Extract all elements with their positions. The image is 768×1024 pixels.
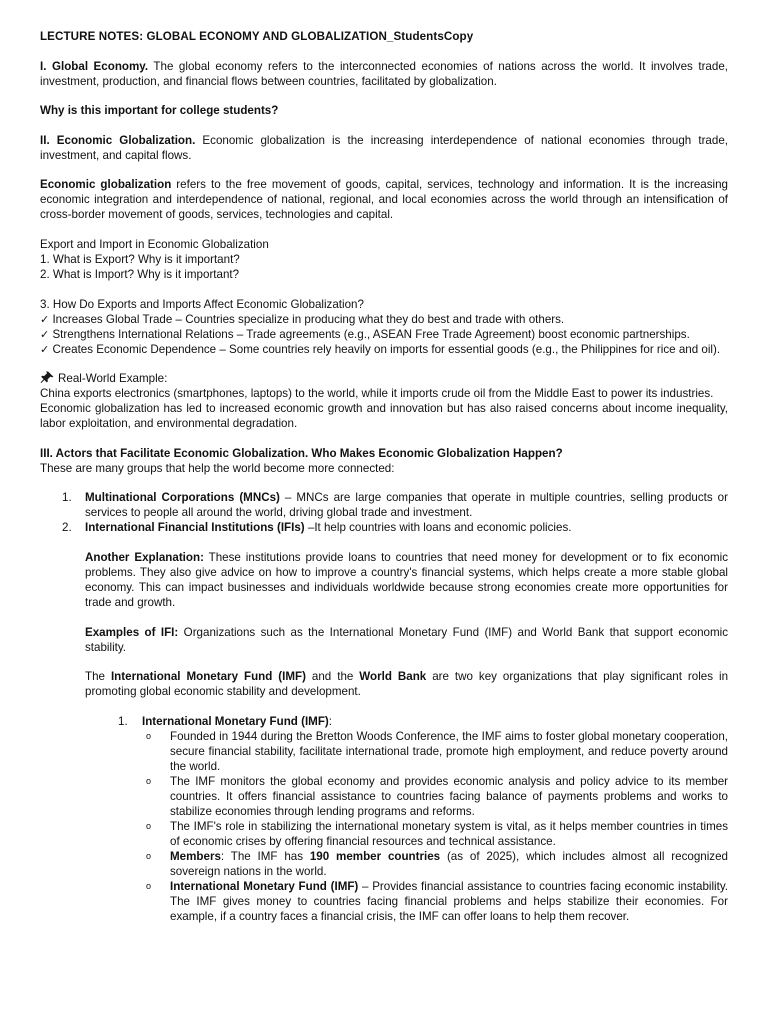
- list-item-ifis: [40, 520, 728, 535]
- mncs-term: Multinational Corporations (MNCs): [85, 491, 280, 505]
- list-item: [40, 879, 728, 924]
- actors-list: [40, 490, 728, 535]
- check-item-text: Strengthens International Relations – Trade agreements (e.g., ASEAN Free Trade Agreement) boost economic partnerships.: [49, 327, 690, 341]
- world-bank-term: World Bank: [359, 670, 427, 684]
- section-2-economic-globalization: [40, 133, 728, 163]
- ifis-text: –It help countries with loans and economic policies.: [304, 521, 572, 535]
- list-number: 1.: [62, 491, 72, 505]
- export-question: 1. What is Export? Why is it important?: [40, 252, 240, 266]
- section-1-global-economy: [40, 59, 728, 89]
- check-item-text: Increases Global Trade – Countries specialize in producing what they do best and trade with others.: [49, 312, 565, 326]
- section-1-text: The global economy refers to the interconnected economies of nations across the world. It involves trade, investment, production, and financial flows between countries, facilitated by globalization.: [40, 59, 728, 88]
- document-title: LECTURE NOTES: GLOBAL ECONOMY AND GLOBALIZATION_StudentsCopy: [40, 30, 474, 43]
- example-china: China exports electronics (smartphones, laptops) to the world, while it imports crude oil from the Middle East to power its industries.: [40, 387, 714, 401]
- imf-world-bank-intro: [40, 669, 728, 699]
- section-3-intro: These are many groups that help the world become more connected:: [40, 461, 395, 475]
- imf-subheading: [40, 714, 728, 729]
- mncs-text: – MNCs are large companies that operate in multiple countries, selling products or services to people all around the world, driving global trade and investment.: [85, 491, 728, 520]
- export-import-heading: Export and Import in Economic Globalization: [40, 237, 269, 251]
- list-item-mncs: [40, 490, 728, 520]
- section-2-heading: II. Economic Globalization.: [40, 133, 196, 147]
- effects-question: 3. How Do Exports and Imports Affect Economic Globalization?: [40, 297, 364, 311]
- checkmark-icon: ✓: [40, 312, 50, 326]
- examples-of-ifi-label: Examples of IFI:: [85, 625, 179, 639]
- bullet-icon: o: [146, 730, 152, 741]
- another-explanation: [40, 550, 728, 610]
- check-item-trade: [40, 312, 728, 327]
- imf-term: International Monetary Fund (IMF): [110, 670, 306, 684]
- imf-bullet-list: [40, 729, 728, 924]
- bullet-text: The IMF's role in stabilizing the international monetary system is vital, as it helps member countries in times of economic crises by offering financial resources and technical assistance.: [170, 819, 728, 848]
- section-3-actors: [40, 446, 728, 461]
- check-item-relations: [40, 327, 728, 342]
- examples-of-ifi: [40, 625, 728, 655]
- bullet-icon: o: [146, 880, 152, 891]
- pushpin-icon: [40, 371, 54, 383]
- checkmark-icon: ✓: [40, 327, 50, 341]
- another-explanation-label: Another Explanation:: [85, 550, 204, 564]
- economic-globalization-definition: [40, 177, 728, 222]
- members-term: Members: [170, 849, 221, 863]
- checkmark-icon: ✓: [40, 342, 50, 356]
- list-number: 2.: [62, 521, 72, 535]
- list-number: 1.: [118, 714, 128, 728]
- example-label-text: Real-World Example:: [58, 372, 168, 386]
- imf-term: International Monetary Fund (IMF): [170, 879, 359, 893]
- real-world-example-label: [40, 371, 728, 386]
- list-item: [40, 774, 728, 819]
- import-question: 2. What is Import? Why is it important?: [40, 267, 240, 281]
- ifis-term: International Financial Institutions (IFIs): [85, 521, 305, 535]
- bullet-text: (as of 2025), which includes almost all recognized sovereign nations in the world.: [170, 849, 728, 878]
- check-item-text: Creates Economic Dependence – Some countries rely heavily on imports for essential goods (e.g., the Philippines for rice and oil).: [49, 342, 721, 356]
- colon: :: [328, 714, 333, 728]
- another-explanation-text: These institutions provide loans to countries that need money for development or to fix economic problems. They also give advice on how to improve a country's financial systems, which helps create a more stable global economy. This can impact businesses and individuals worldwide because strong economies create more opportunities for trade and growth.: [85, 550, 729, 609]
- bullet-text: Founded in 1944 during the Bretton Woods Conference, the IMF aims to foster global monetary cooperation, secure financial stability, facilitate international trade, promote high employment, and reduce poverty around the world.: [170, 729, 728, 773]
- intro-text: The: [85, 670, 111, 684]
- bullet-icon: o: [146, 820, 152, 831]
- intro-text: are two key organizations that play significant roles in promoting global economic stability and development.: [85, 670, 729, 699]
- intro-text: and the: [305, 670, 360, 684]
- section-3-heading: III. Actors that Facilitate Economic Globalization. Who Makes Economic Globalization Happen?: [40, 446, 563, 460]
- list-item: [40, 849, 728, 879]
- section-2-text: Economic globalization is the increasing interdependence of national economies through trade, investment, and capital flows.: [40, 133, 729, 162]
- list-item: [40, 729, 728, 774]
- bullet-icon: o: [146, 850, 152, 861]
- section-1-heading: I. Global Economy.: [40, 59, 149, 73]
- bullet-text: – Provides financial assistance to countries facing economic instability. The IMF gives money to countries facing financial problems and helps stabilize their economies. For example, if a country faces a financial crisis, the IMF can offer loans to help them recover.: [170, 879, 729, 923]
- bullet-text: The IMF monitors the global economy and provides economic analysis and policy advice to its member countries. It offers financial assistance to countries facing balance of payments problems and works to stabilize economies through lending programs and reforms.: [170, 774, 728, 818]
- member-count: 190 member countries: [309, 849, 441, 863]
- definition-text: refers to the free movement of goods, capital, services, technology and information. It is the increasing economic integration and interdependence of national, regional, and local economies across the world through an intensification of cross-border movement of goods, services, technologies and capital.: [40, 178, 728, 222]
- why-question: [40, 103, 728, 118]
- bullet-text: : The IMF has: [220, 849, 310, 863]
- why-question-text: Why is this important for college students?: [40, 104, 279, 118]
- imf-heading: International Monetary Fund (IMF): [142, 714, 329, 728]
- list-item: [40, 819, 728, 849]
- examples-of-ifi-text: Organizations such as the International Monetary Fund (IMF) and World Bank that support economic stability.: [85, 625, 728, 654]
- check-item-dependence: [40, 342, 728, 357]
- definition-term: Economic globalization: [40, 178, 172, 192]
- example-consequences: Economic globalization has led to increased economic growth and innovation but has also raised concerns about income inequality, labor exploitation, and environmental degradation.: [40, 402, 728, 431]
- bullet-icon: o: [146, 775, 152, 786]
